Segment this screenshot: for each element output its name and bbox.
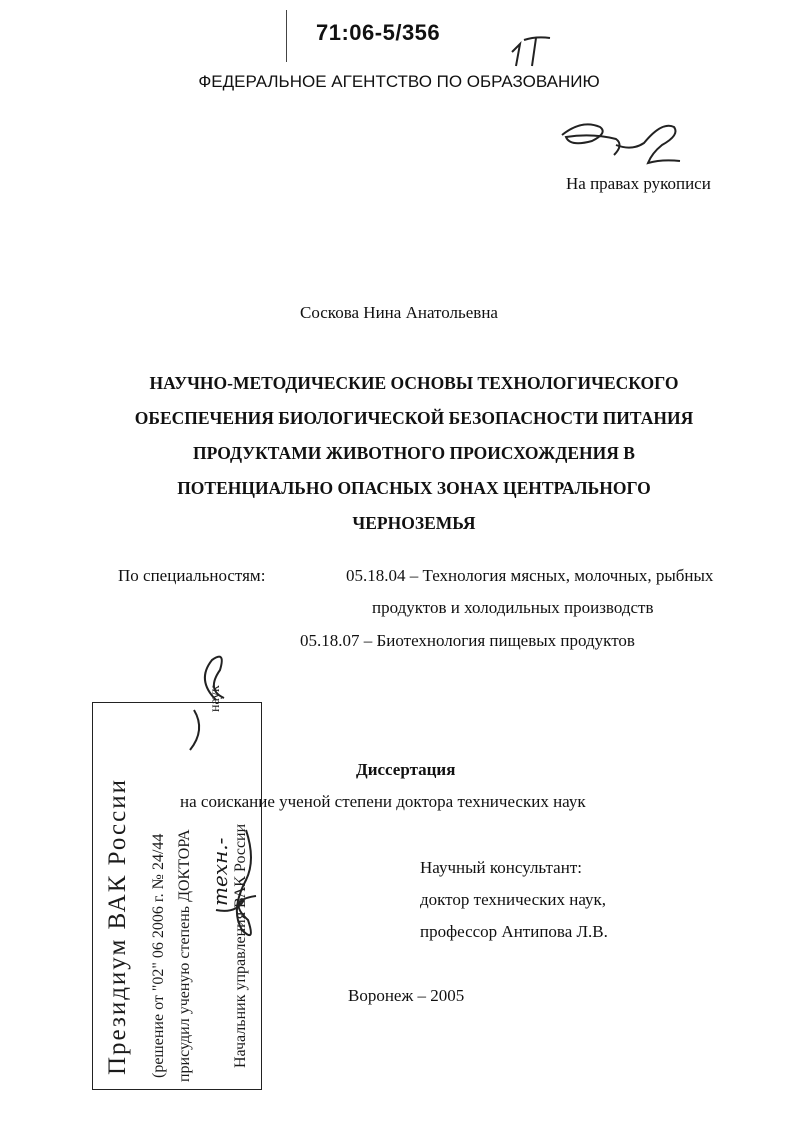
specialty-1: 05.18.04 – Технология мясных, молочных, рыбных <box>346 566 714 585</box>
consultant-degree: доктор технических наук, <box>420 890 607 909</box>
city-year: Воронеж – 2005 <box>348 986 465 1005</box>
degree-sought: на соискание ученой степени доктора технических наук <box>180 792 586 811</box>
title-line: ОБЕСПЕЧЕНИЯ БИОЛОГИЧЕСКОЙ БЕЗОПАСНОСТИ ПИТАНИЯ <box>134 408 694 428</box>
stamp-line-head: Начальник управления ВАК России <box>232 823 249 1068</box>
specialty-2: 05.18.07 – Биотехнология пищевых продуктов <box>300 631 635 650</box>
stamp-handwriting <box>176 640 236 760</box>
consultant-label: Научный консультант: <box>420 858 582 877</box>
signature <box>552 115 692 170</box>
dissertation-label: Диссертация <box>356 760 456 779</box>
author-name: Соскова Нина Анатольевна <box>300 303 498 322</box>
catalog-code: 71:06-5/356 <box>316 20 441 45</box>
stamp-line-decision: (решение от "02" 06 2006 г. № 24/44 <box>150 833 167 1078</box>
dissertation-title <box>60 366 768 541</box>
stamp-line-presidium: Президиум ВАК России <box>104 778 131 1075</box>
stamp-line-degree: присудил ученую степень ДОКТОРА <box>176 829 193 1082</box>
stamp-line-science: наук <box>208 685 223 712</box>
manuscript-note: На правах рукописи <box>566 174 711 193</box>
title-line: НАУЧНО-МЕТОДИЧЕСКИЕ ОСНОВЫ ТЕХНОЛОГИЧЕСКОГО <box>149 373 679 393</box>
agency-title: ФЕДЕРАЛЬНОЕ АГЕНТСТВО ПО ОБРАЗОВАНИЮ <box>198 72 600 91</box>
margin-line <box>286 10 287 62</box>
handwritten-mark-1t <box>506 30 556 70</box>
title-line: ЧЕРНОЗЕМЬЯ <box>352 513 476 533</box>
specialties-heading: По специальностям: <box>118 566 266 585</box>
consultant-name: профессор Антипова Л.В. <box>420 922 608 941</box>
stamp-handwritten-field: техн.- <box>208 837 232 906</box>
title-line: ПРОДУКТАМИ ЖИВОТНОГО ПРОИСХОЖДЕНИЯ В <box>193 443 635 463</box>
stamp-signature <box>186 820 266 950</box>
title-line: ПОТЕНЦИАЛЬНО ОПАСНЫХ ЗОНАХ ЦЕНТРАЛЬНОГО <box>177 478 651 498</box>
specialty-1-cont: продуктов и холодильных производств <box>372 598 654 617</box>
